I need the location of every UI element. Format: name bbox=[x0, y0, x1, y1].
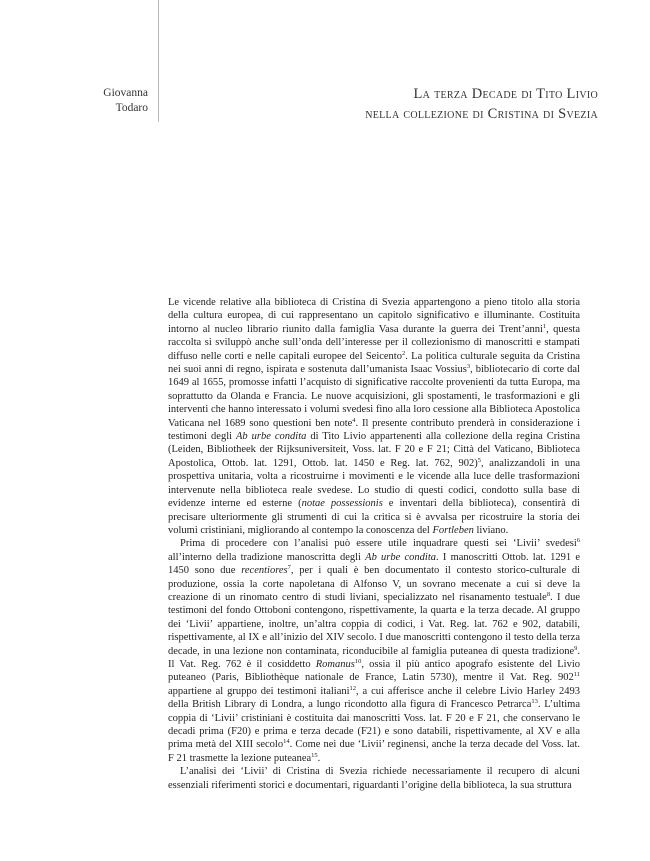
article-title-line-2: nella collezione di Cristina di Svezia bbox=[365, 106, 598, 122]
italic-run: Romanus bbox=[315, 658, 355, 670]
author-first-name: Giovanna bbox=[103, 87, 148, 99]
text-run: di Tito Livio appartenenti alla collezione della regina Cristina (Leiden, Bibliotheek der Rijksuniversiteit, Voss. lat. F 20 e F 21; Città del Vaticano, Biblioteca Apostolica, Ottob. lat. 1291, Ottob. lat. 1450 e Reg. lat. 762, 902) bbox=[168, 431, 580, 469]
footnote-ref-4[interactable]: 4 bbox=[352, 416, 356, 424]
text-run: . Il Vat. Reg. 762 è il cosiddetto bbox=[168, 645, 580, 670]
header-divider-line bbox=[158, 0, 159, 122]
footnote-ref-14[interactable]: 14 bbox=[283, 738, 290, 746]
footnote-ref-12[interactable]: 12 bbox=[349, 684, 357, 692]
footnote-ref-1[interactable]: 1 bbox=[542, 322, 547, 330]
text-run: . La politica culturale seguita da Cristina nei suoi anni di regno, ispirata e sostenuta dall’umanista Isaac Vossius bbox=[168, 350, 580, 376]
italic-run: notae possessionis bbox=[301, 498, 383, 510]
text-run: , per i quali è ben documentato il contesto storico-culturale di produzione, ossia la corte napoletana di Alfonso V, un sovrano mecenate a cui si deve la creazione di un rinomato centro di studi liviani, specializzato nel risanamento testuale bbox=[168, 565, 580, 603]
footnote-ref-10[interactable]: 10 bbox=[354, 657, 362, 665]
italic-run: Fortleben bbox=[432, 524, 474, 536]
text-run: Prima di procedere con l’analisi può essere utile inquadrare questi sei ‘Livii’ svedesi bbox=[180, 538, 577, 550]
paragraph-3 bbox=[168, 765, 580, 792]
text-run: , a cui afferisce anche il celebre Livio Harley 2493 della British Library di Londra, a lungo ricondotto alla figura di Francesco Petrarca bbox=[168, 685, 580, 711]
text-run: . bbox=[317, 752, 321, 764]
footnote-ref-13[interactable]: 13 bbox=[531, 698, 538, 706]
italic-run: Ab urbe condita bbox=[365, 551, 437, 563]
text-run: . I manoscritti Ottob. lat. 1291 e 1450 sono due bbox=[168, 551, 580, 577]
footnote-ref-7[interactable]: 7 bbox=[287, 564, 291, 572]
footnote-ref-6[interactable]: 6 bbox=[576, 537, 580, 545]
author-last-name: Todaro bbox=[115, 102, 148, 114]
article-title bbox=[200, 84, 598, 124]
text-run: liviano. bbox=[473, 524, 509, 536]
paragraph-1 bbox=[168, 296, 580, 537]
footnote-ref-3[interactable]: 3 bbox=[466, 363, 471, 371]
text-run: , analizzandoli in una prospettiva unitaria, volta a ricostruirne i movimenti e le vicende alla luce delle trasformazioni intervenute nella biblioteca reale svedese. Lo studio di questi codici, condotto sulla base di evidenze interne ed esterne ( bbox=[168, 457, 580, 510]
text-run: . Il presente contributo prenderà in considerazione i testimoni degli bbox=[168, 417, 580, 443]
footnote-ref-11[interactable]: 11 bbox=[573, 671, 580, 679]
text-run: . L’ultima coppia di ‘Livii’ cristiniani è costituita dai manoscritti Voss. lat. F 20 e F 21, che conservano le decadi prima (F20) e prima e terza decade (F21) e sono databili, rispettivamente, al XV e alla prima metà del XIII secolo bbox=[168, 699, 580, 751]
italic-run: Ab urbe condita bbox=[236, 431, 307, 443]
text-run: L’analisi dei ‘Livii’ di Cristina di Svezia richiede necessariamente il recupero di alcuni essenziali riferimenti storici e documentari, riguardanti l’origine della biblioteca, la sua struttura bbox=[168, 766, 580, 791]
text-run: e inventari della biblioteca), consentirà di precisare ulteriormente gli strumenti di cui la critica si è avvalsa per ricostruire la storia dei volumi cristiniani, migliorando al contempo la conoscenza del bbox=[168, 498, 580, 536]
text-run: Le vicende relative alla biblioteca di Cristina di Svezia appartengono a pieno titolo alla storia della cultura europea, di cui rappresentano un capitolo significativo e illuminante. Costituita intorno al nucleo librario riunito dalla famiglia Vasa durante la guerra dei Trent’anni bbox=[168, 297, 580, 335]
text-run: , bibliotecario di corte dal 1649 al 1655, promosse infatti l’acquisto di significative raccolte provenienti da tutta Europa, ma soprattutto da Olanda e Francia. Le nuove acquisizioni, gli spostamenti, le trasformazioni e gli interventi che hanno interessato i volumi svedesi fino alla loro cessione alla Biblioteca Apostolica Vaticana nel 1689 sono questioni ben note bbox=[168, 364, 581, 429]
footnote-ref-2[interactable]: 2 bbox=[401, 349, 406, 357]
footnote-ref-5[interactable]: 5 bbox=[477, 456, 481, 464]
text-run: . Come nei due ‘Livii’ reginensi, anche la terza decade del Voss. lat. F 21 trasmette la lezione puteanea bbox=[168, 739, 580, 764]
footnote-ref-9[interactable]: 9 bbox=[574, 644, 578, 652]
text-run: . I due testimoni del fondo Ottoboni contengono, rispettivamente, la quarta e la terza decade. Al gruppo dei ‘Livii’ appartiene, inoltre, un’altra coppia di codici, i Vat. Reg. lat. 762 e 902, databili, rispettivamente, al IX e all’inizio del XIV secolo. I due manoscritti contengono il testo della terza decade, in una lezione non contaminata, riconducibile al famiglia puteanea di questa tradizione bbox=[168, 591, 580, 657]
text-run: , ossia il più antico apografo esistente del Livio puteaneo (Paris, Bibliothèque nationale de France, Latin 5730), mentre il Vat. Reg. 902 bbox=[168, 658, 581, 684]
article-title-line-1: La terza Decade di Tito Livio bbox=[413, 86, 598, 102]
text-run: , questa raccolta si sviluppò anche sull’onda dell’interesse per il collezionismo di manoscritti e stampati diffuso nelle corti e nelle capitali europee del Seicento bbox=[168, 323, 580, 362]
footnote-ref-15[interactable]: 15 bbox=[311, 751, 318, 759]
paragraph-2 bbox=[168, 537, 580, 765]
text-run: appartiene al gruppo dei testimoni italiani bbox=[168, 685, 350, 697]
article-body bbox=[168, 296, 580, 792]
author-name bbox=[96, 86, 148, 116]
text-run: all’interno della tradizione manoscritta degli bbox=[168, 551, 366, 563]
italic-run: recentiores bbox=[241, 565, 288, 577]
footnote-ref-8[interactable]: 8 bbox=[546, 590, 551, 598]
